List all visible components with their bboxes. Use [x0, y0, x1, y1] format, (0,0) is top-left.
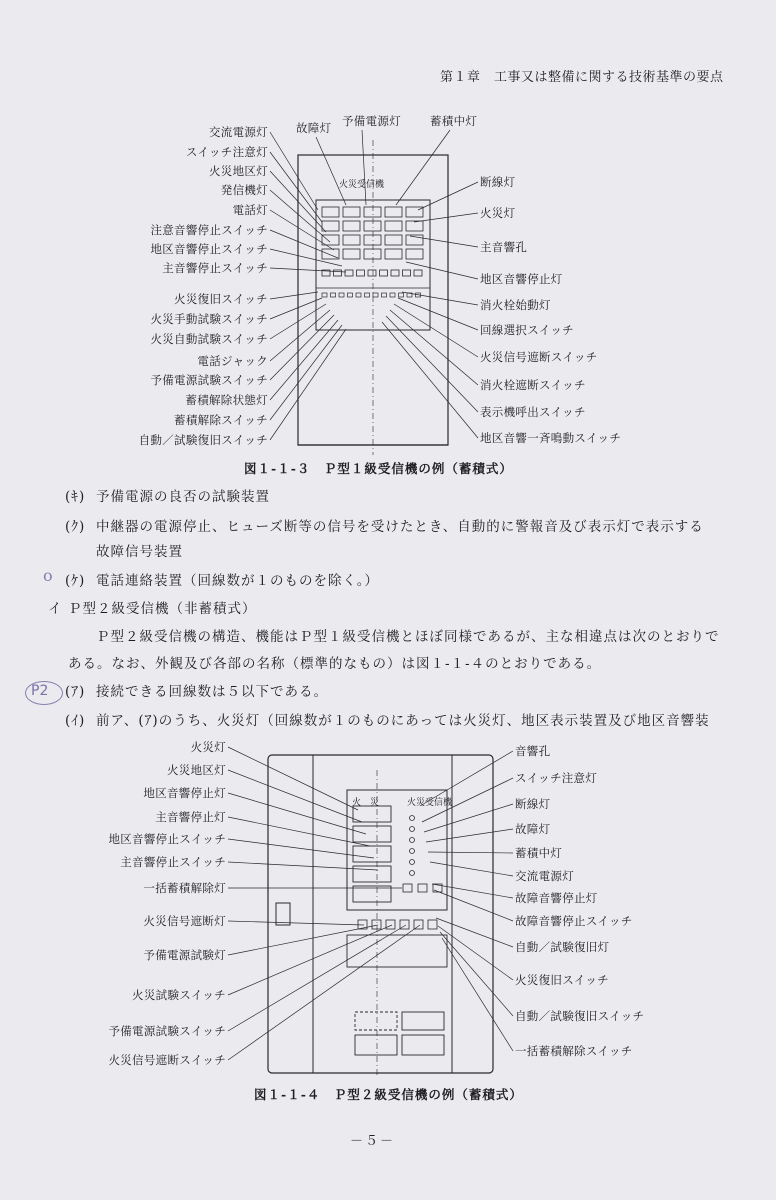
pencil-mark: o: [43, 566, 53, 585]
fig1-switch: [391, 270, 399, 276]
fig2-switch: [403, 884, 412, 892]
fig1-zone-window: [364, 221, 381, 231]
fig2-leader-line: [440, 932, 513, 1016]
paragraph-text: 接続できる回線数は５以下である。: [96, 684, 328, 700]
fig2-leader-line: [438, 926, 513, 980]
fig2-zone-window: [353, 886, 391, 902]
fig1-zone-window: [343, 221, 360, 231]
fig1-leader-line: [270, 132, 318, 210]
fig1-left-label: 電話ジャック: [197, 354, 268, 368]
fig2-caption: 図１-１-４ Ｐ型２級受信機の例（蓄積式）: [254, 1087, 523, 1102]
fig1-right-label: 火災灯: [480, 206, 516, 220]
fig2-right-label: 故障音響停止スイッチ: [515, 914, 633, 928]
fig1-small-switch: [390, 293, 395, 297]
fig2-panel-right-title: 火災受信機: [407, 798, 453, 808]
fig2-leader-line: [426, 829, 513, 842]
fig2-switch: [418, 884, 427, 892]
fig2-right-label: 交流電源灯: [515, 869, 574, 883]
fig1-right-label: 主音響孔: [480, 240, 528, 254]
chapter-header: 第１章 工事又は整備に関する技術基準の要点: [440, 70, 724, 85]
fig1-right-label: 消火栓遮断スイッチ: [480, 378, 586, 392]
fig1-small-switch: [331, 293, 336, 297]
fig2-right-label: 断線灯: [515, 797, 551, 811]
fig1-zone-window: [343, 207, 360, 217]
fig1-switch: [368, 270, 376, 276]
fig2-right-label: 自動／試験復旧灯: [515, 940, 610, 954]
fig2-indicator-lamp: [410, 816, 415, 821]
fig1-leader-line: [270, 329, 346, 440]
fig2-left-label: 一括蓄積解除灯: [143, 881, 226, 895]
fig1-left-label: 地区音響停止スイッチ: [150, 242, 268, 256]
paragraph-text: Ｐ型２級受信機の構造、機能はＰ型１級受信機とほぼ同様であるが、主な相違点は次のとおりで: [96, 629, 720, 645]
fig2-indicator-lamp: [410, 849, 415, 854]
fig2-indicator-lamp: [410, 871, 415, 876]
fig2-leader-line: [228, 925, 420, 1060]
fig2-box: [402, 1012, 444, 1030]
fig1-zone-window: [343, 249, 360, 259]
fig1-right-label: 断線灯: [480, 175, 516, 189]
fig2-leader-line: [434, 890, 513, 921]
fig1-left-label: 蓄積解除スイッチ: [174, 413, 268, 427]
fig2-box: [355, 1035, 397, 1055]
fig1-caption: 図１-１-３ Ｐ型１級受信機の例（蓄積式）: [244, 461, 513, 476]
fig1-small-switch: [322, 293, 327, 297]
fig1-switch: [334, 270, 342, 276]
fig2-leader-line: [228, 921, 364, 925]
paragraph-mark: (ｱ): [65, 684, 86, 700]
fig1-small-switch: [339, 293, 344, 297]
fig1-switch: [380, 270, 388, 276]
fig1-small-switch: [382, 293, 387, 297]
fig1-left-label: 蓄積解除状態灯: [185, 393, 268, 407]
fig2-panel-left-title: 火 災: [352, 798, 380, 808]
fig2-handle: [276, 903, 290, 925]
paragraph-mark: (ｲ): [65, 713, 86, 729]
fig1-small-switch: [399, 293, 404, 297]
fig2-leader-line: [228, 770, 362, 822]
fig2-leader-line: [228, 925, 392, 995]
fig2-left-label: 主音響停止灯: [155, 810, 226, 824]
fig1-leader-line: [362, 130, 366, 205]
fig1-zone-window: [406, 221, 423, 231]
paragraph-text: ある。なお、外観及び各部の名称（標準的なもの）は図１-１-４のとおりである。: [68, 656, 602, 672]
fig1-leader-line: [270, 310, 330, 361]
fig1-zone-window: [406, 249, 423, 259]
fig2-indicator-lamp: [410, 827, 415, 832]
fig2-right-label: 故障音響停止灯: [515, 891, 598, 905]
fig1-leader-line: [316, 137, 346, 205]
fig1-zone-window: [385, 235, 402, 245]
fig1-left-label: 火災地区灯: [209, 164, 268, 178]
fig2-bottom-switch: [414, 920, 423, 929]
fig2-indicator-lamp: [410, 860, 415, 865]
fig1-right-label: 表示機呼出スイッチ: [480, 405, 586, 419]
fig1-switch: [414, 270, 422, 276]
handwritten-note: P2: [31, 683, 49, 699]
fig2-right-label: スイッチ注意灯: [515, 771, 598, 785]
fig1-zone-window: [322, 235, 339, 245]
fig1-switch: [345, 270, 353, 276]
fig1-leader-line: [270, 325, 342, 420]
fig1-panel-title: 火災受信機: [339, 180, 385, 190]
fig2-right-label: 自動／試験復旧スイッチ: [515, 1009, 645, 1023]
paragraph-mark: イ: [48, 601, 63, 617]
fig1-left-label: 発信機灯: [220, 183, 268, 197]
fig1-leader-line: [396, 130, 450, 205]
fig1-leader-line: [270, 230, 338, 258]
paragraph-text: 前ア、(ｱ)のうち、火災灯（回線数が１のものにあっては火災灯、地区表示装置及び地区音響装: [96, 713, 710, 729]
fig1-switch: [357, 270, 365, 276]
fig1-top-label: 蓄積中灯: [430, 114, 478, 128]
fig2-zone-window: [353, 826, 391, 842]
paragraph-text: 予備電源の良否の試験装置: [96, 489, 270, 505]
fig2-indicator-lamp: [410, 838, 415, 843]
paragraph-text: Ｐ型２級受信機（非蓄積式）: [68, 601, 257, 617]
fig2-right-label: 火災復旧スイッチ: [515, 973, 609, 987]
paragraph-mark: (ｸ): [65, 519, 86, 535]
fig2-box: [355, 1012, 397, 1030]
fig1-right-label: 消火栓始動灯: [480, 298, 551, 312]
paragraph-text: 電話連絡装置（回線数が１のものを除く。）: [96, 573, 379, 589]
fig2-left-label: 火災地区灯: [167, 763, 226, 777]
fig1-small-switch: [365, 293, 370, 297]
fig1-leader-line: [406, 262, 478, 279]
fig1-switch: [403, 270, 411, 276]
fig2-right-label: 一括蓄積解除スイッチ: [515, 1044, 633, 1058]
fig1-left-label: 自動／試験復旧スイッチ: [138, 433, 268, 447]
fig2-box: [402, 1035, 444, 1055]
fig1-zone-window: [322, 221, 339, 231]
fig1-leader-line: [382, 322, 478, 438]
fig1-zone-window: [385, 249, 402, 259]
fig2-leader-line: [228, 839, 374, 858]
fig1-zone-window: [364, 207, 381, 217]
fig1-leader-line: [270, 249, 342, 266]
fig1-left-label: 主音響停止スイッチ: [162, 261, 268, 275]
fig2-leader-line: [430, 862, 513, 876]
fig1-top-label: 予備電源灯: [342, 114, 401, 128]
fig2-leader-line: [424, 804, 513, 832]
fig2-zone-window: [353, 846, 391, 862]
fig1-leader-line: [386, 316, 478, 412]
paragraph-text: 中継器の電源停止、ヒューズ断等の信号を受けたとき、自動的に警報音及び表示灯で表示する: [96, 519, 704, 535]
page-number: －５－: [350, 1134, 396, 1149]
fig2-zone-window: [353, 806, 391, 822]
fig1-left-label: 電話灯: [232, 203, 268, 217]
fig1-small-switch: [356, 293, 361, 297]
fig2-leader-line: [428, 852, 513, 853]
fig1-left-label: スイッチ注意灯: [185, 145, 268, 159]
fig2-left-label: 火災灯: [190, 740, 226, 754]
fig2-left-label: 予備電源試験スイッチ: [108, 1024, 226, 1038]
paragraph-text: 故障信号装置: [96, 544, 183, 560]
fig1-top-label: 故障灯: [296, 121, 332, 135]
fig2-zone-window: [353, 866, 391, 882]
paragraph-mark: (ｹ): [65, 573, 86, 589]
fig1-left-label: 予備電源試験スイッチ: [150, 373, 268, 387]
fig2-leader-line: [228, 925, 406, 1031]
fig2-right-label: 蓄積中灯: [515, 846, 563, 860]
fig1-zone-window: [364, 249, 381, 259]
fig1-right-label: 地区音響停止灯: [480, 272, 563, 286]
fig1-right-label: 地区音響一斉鳴動スイッチ: [480, 431, 622, 445]
fig2-left-label: 火災信号遮断灯: [143, 914, 226, 928]
fig1-right-label: 火災信号遮断スイッチ: [480, 350, 598, 364]
fig1-left-label: 火災手動試験スイッチ: [150, 312, 268, 326]
fig1-zone-window: [385, 221, 402, 231]
fig1-zone-window: [385, 207, 402, 217]
fig2-leader-line: [228, 925, 378, 955]
fig2-right-label: 音響孔: [515, 744, 551, 758]
fig1-left-label: 火災復旧スイッチ: [174, 292, 268, 306]
fig2-leader-line: [228, 747, 358, 810]
fig2-display-frame: [347, 790, 447, 910]
fig2-leader-line: [228, 793, 366, 834]
fig1-leader-line: [270, 292, 318, 299]
fig2-right-label: 故障灯: [515, 822, 551, 836]
paragraph-mark: (ｷ): [65, 489, 86, 505]
fig2-left-label: 地区音響停止スイッチ: [108, 832, 226, 846]
fig2-leader-line: [442, 938, 513, 1051]
fig1-left-label: 交流電源灯: [209, 125, 268, 139]
fig1-leader-line: [414, 213, 478, 222]
fig2-left-label: 火災試験スイッチ: [132, 988, 226, 1002]
fig1-left-label: 注意音響停止スイッチ: [150, 223, 268, 237]
fig1-leader-line: [270, 298, 322, 319]
fig1-small-switch: [348, 293, 353, 297]
fig2-bottom-switch: [372, 920, 381, 929]
fig1-right-label: 回線選択スイッチ: [480, 323, 574, 337]
fig1-zone-window: [364, 235, 381, 245]
fig2-leader-line: [432, 884, 513, 898]
fig2-bottom-switch: [428, 920, 437, 929]
fig2-left-label: 火災信号遮断スイッチ: [108, 1053, 226, 1067]
fig1-small-switch: [373, 293, 378, 297]
fig1-zone-window: [343, 235, 360, 245]
fig1-left-label: 火災自動試験スイッチ: [150, 332, 268, 346]
fig2-cabinet: [268, 755, 493, 1073]
fig2-left-label: 予備電源試験灯: [143, 948, 226, 962]
fig1-zone-window: [322, 207, 339, 217]
fig2-bottom-switch: [386, 920, 395, 929]
fig1-leader-line: [402, 292, 478, 305]
fig2-left-label: 地区音響停止灯: [143, 786, 226, 800]
fig1-leader-line: [270, 315, 334, 380]
fig1-leader-line: [270, 152, 322, 222]
fig2-left-label: 主音響停止スイッチ: [120, 855, 226, 869]
